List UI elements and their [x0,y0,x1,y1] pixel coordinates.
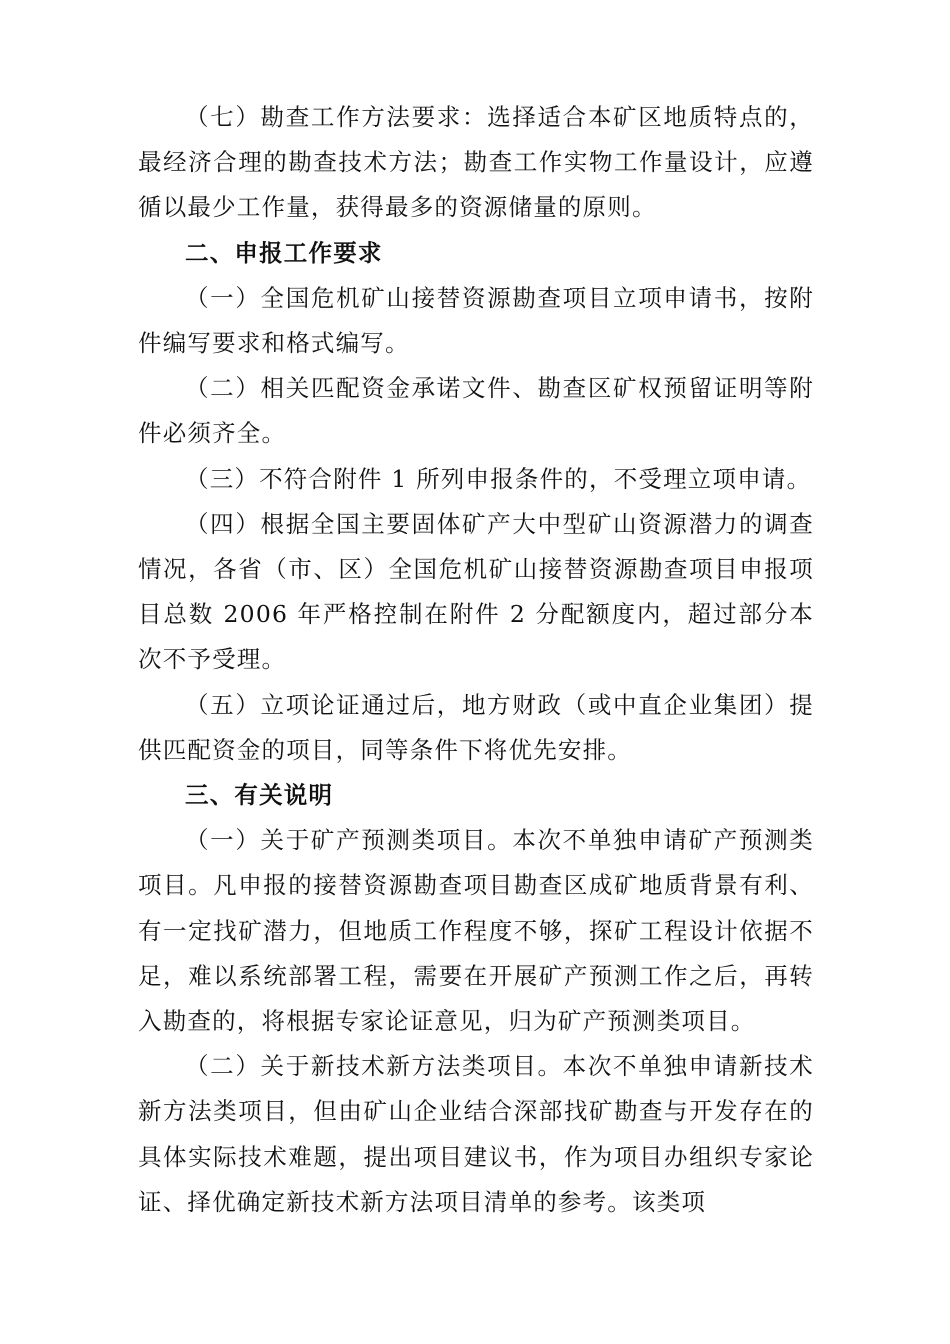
paragraph-matching-funds: （二）相关匹配资金承诺文件、勘查区矿权预留证明等附件必须齐全。 [138,374,814,448]
paragraph-eligibility: （三）不符合附件 1 所列申报条件的，不受理立项申请。 [185,464,812,493]
section-heading-application-requirements: 二、申报工作要求 [185,238,383,267]
section-heading-notes: 三、有关说明 [185,781,334,810]
paragraph-7-method-requirements: （七）勘查工作方法要求：选择适合本矿区地质特点的，最经济合理的勘查技术方法；勘查工作实物工作量设计，应遵循以最少工作量，获得最多的资源储量的原则。 [138,103,814,222]
paragraph-application-form: （一）全国危机矿山接替资源勘查项目立项申请书，按附件编写要求和格式编写。 [138,283,814,358]
paragraph-priority: （五）立项论证通过后，地方财政（或中直企业集团）提供匹配资金的项目，同等条件下将优先安排。 [138,690,814,764]
paragraph-new-technology-projects: （二）关于新技术新方法类项目。本次不单独申请新技术新方法类项目，但由矿山企业结合深部找矿勘查与开发存在的具体实际技术难题，提出项目建议书，作为项目办组织专家论证、择优确定新技术新方法项目清单的参考。该类项 [138,1052,814,1216]
paragraph-prediction-projects: （一）关于矿产预测类项目。本次不单独申请矿产预测类项目。凡申报的接替资源勘查项目勘查区成矿地质背景有利、有一定找矿潜力，但地质工作程度不够，探矿工程设计依据不足，难以系统部署工程，需要在开展矿产预测工作之后，再转入勘查的，将根据专家论证意见，归为矿产预测类项目。 [138,826,814,1036]
document-body [138,95,814,1225]
paragraph-quota: （四）根据全国主要固体矿产大中型矿山资源潜力的调查情况，各省（市、区）全国危机矿山接替资源勘查项目申报项目总数 2006 年严格控制在附件 2 分配额度内，超过部分本次不予受理。 [138,509,814,674]
